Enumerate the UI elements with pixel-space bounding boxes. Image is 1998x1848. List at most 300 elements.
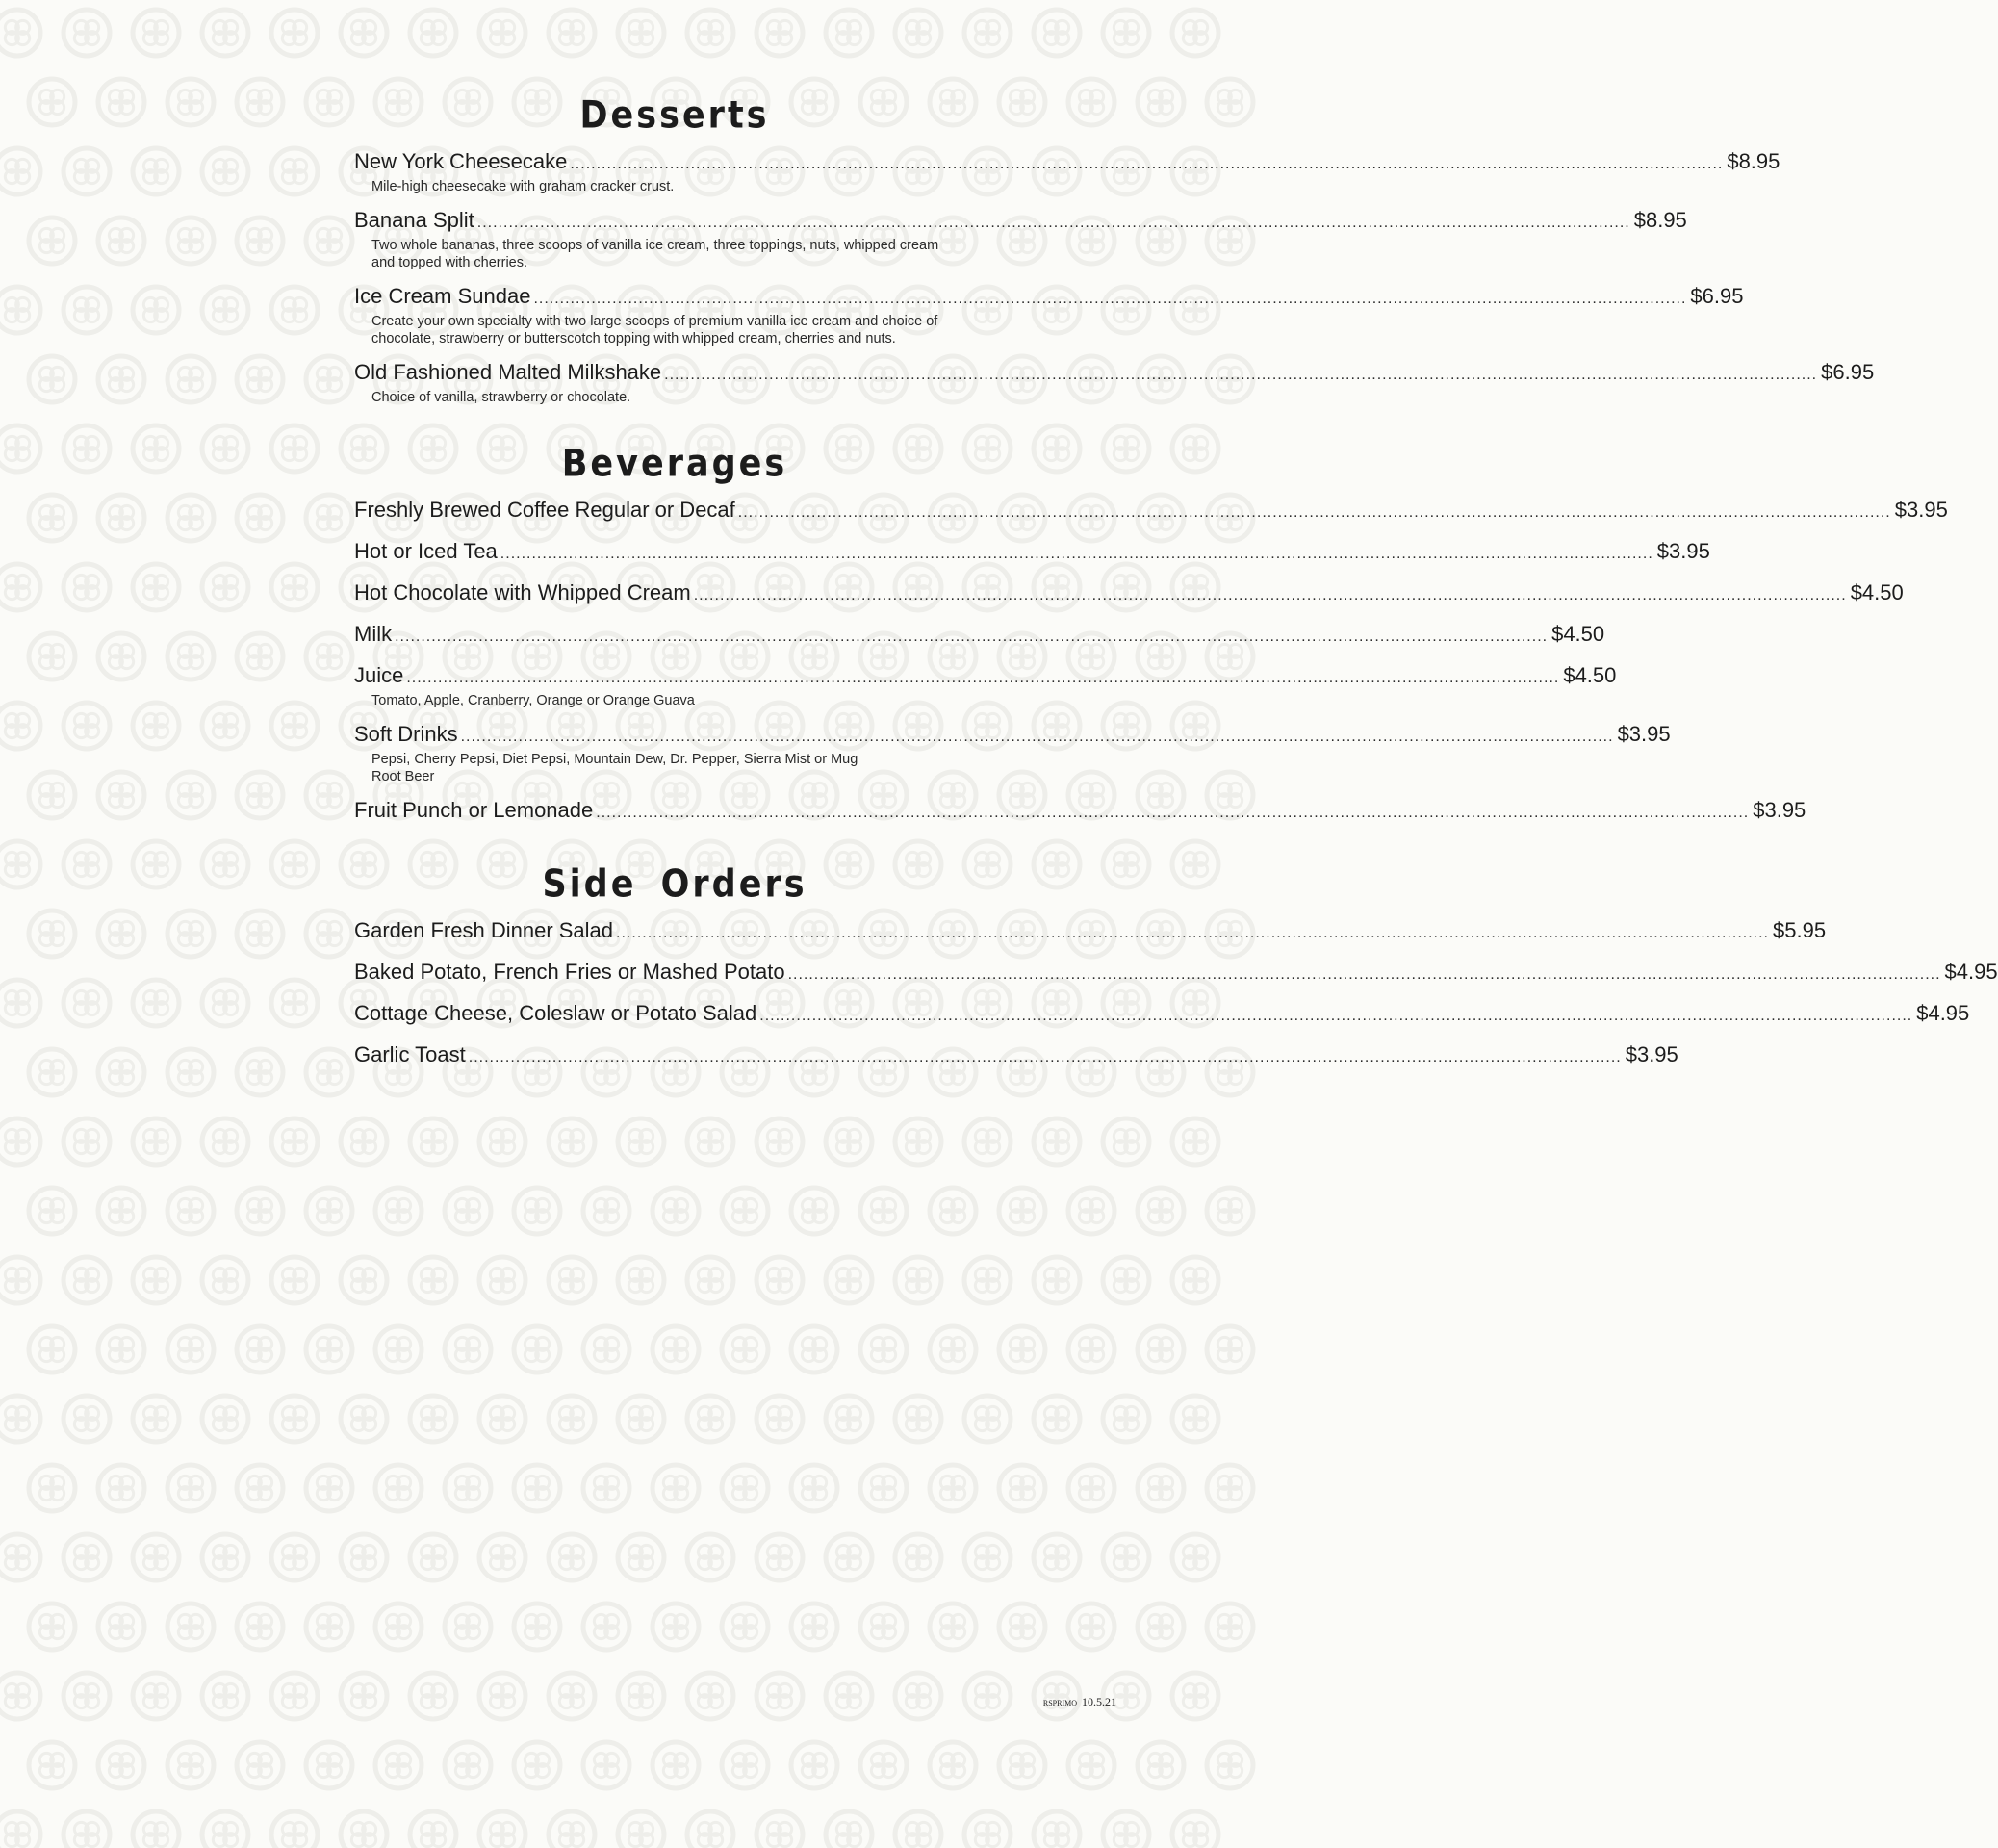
pattern-motif xyxy=(306,772,352,818)
pattern-motif xyxy=(1068,1326,1114,1373)
dot-leader: ............................................................................................................................................................................................................................ xyxy=(476,215,1630,231)
pattern-motif xyxy=(826,1673,872,1719)
pattern-motif xyxy=(653,1465,699,1511)
item-price: $6.95 xyxy=(1821,360,1875,384)
pattern-motif xyxy=(306,1465,352,1511)
pattern-motif xyxy=(64,841,110,887)
pattern-motif xyxy=(445,1604,491,1650)
item-description: Pepsi, Cherry Pepsi, Diet Pepsi, Mountain Dew, Dr. Pepper, Sierra Mist or Mug Root Beer xyxy=(371,752,858,784)
pattern-motif xyxy=(98,1188,144,1234)
pattern-motif xyxy=(445,1188,491,1234)
pattern-motif xyxy=(1138,1326,1184,1373)
pattern-motif xyxy=(1138,79,1184,125)
pattern-motif xyxy=(687,1257,733,1303)
pattern-motif xyxy=(549,1118,595,1165)
pattern-motif xyxy=(64,425,110,472)
pattern-motif xyxy=(618,1673,664,1719)
pattern-motif xyxy=(202,10,248,56)
pattern-motif xyxy=(549,1673,595,1719)
item-description: Tomato, Apple, Cranberry, Orange or Orange Guava xyxy=(371,693,695,708)
pattern-motif xyxy=(133,1396,179,1442)
item-price: $5.95 xyxy=(1773,918,1827,942)
item-name: Soft Drinks xyxy=(354,722,458,746)
menu-item xyxy=(354,917,1827,947)
item-description: Create your own specialty with two large scoops of premium vanilla ice cream and choice of chocolate, strawberry or butterscotch topping with whipped cream, cherries and nuts. xyxy=(371,314,938,346)
pattern-motif xyxy=(167,218,214,264)
section-desserts xyxy=(354,92,1875,406)
dot-leader: ............................................................................................................................................................................................................................ xyxy=(395,629,1549,645)
pattern-motif xyxy=(306,1604,352,1650)
pattern-motif xyxy=(375,1465,422,1511)
pattern-motif xyxy=(202,1118,248,1165)
pattern-motif xyxy=(549,10,595,56)
pattern-motif xyxy=(202,1534,248,1580)
pattern-motif xyxy=(1034,841,1080,887)
pattern-motif xyxy=(64,1534,110,1580)
pattern-motif xyxy=(964,1396,1011,1442)
pattern-motif xyxy=(0,425,40,472)
pattern-motif xyxy=(756,10,803,56)
pattern-motif xyxy=(618,1534,664,1580)
pattern-motif xyxy=(341,10,387,56)
pattern-motif xyxy=(687,1811,733,1848)
pattern-motif xyxy=(306,633,352,680)
pattern-motif xyxy=(687,1673,733,1719)
pattern-motif xyxy=(64,980,110,1026)
pattern-motif xyxy=(479,1673,525,1719)
pattern-motif xyxy=(895,1257,941,1303)
pattern-motif xyxy=(930,1326,976,1373)
pattern-motif xyxy=(653,1604,699,1650)
pattern-motif xyxy=(133,703,179,749)
pattern-motif xyxy=(999,79,1045,125)
pattern-motif xyxy=(826,1534,872,1580)
pattern-motif xyxy=(375,1326,422,1373)
pattern-motif xyxy=(64,1257,110,1303)
pattern-motif xyxy=(930,1465,976,1511)
pattern-motif xyxy=(29,495,75,541)
pattern-motif xyxy=(1103,1396,1149,1442)
item-price: $4.95 xyxy=(1916,1001,1970,1025)
pattern-motif xyxy=(514,1604,560,1650)
pattern-motif xyxy=(479,1396,525,1442)
pattern-motif xyxy=(306,1049,352,1095)
pattern-motif xyxy=(514,1188,560,1234)
pattern-motif xyxy=(756,1673,803,1719)
pattern-motif xyxy=(549,1811,595,1848)
pattern-motif xyxy=(167,495,214,541)
pattern-motif xyxy=(133,1673,179,1719)
pattern-motif xyxy=(1103,841,1149,887)
pattern-motif xyxy=(271,980,318,1026)
item-price: $3.95 xyxy=(1625,1042,1678,1066)
pattern-motif xyxy=(583,1188,629,1234)
pattern-motif xyxy=(133,1257,179,1303)
pattern-motif xyxy=(791,1326,837,1373)
pattern-motif xyxy=(826,1811,872,1848)
menu-item xyxy=(354,148,1780,195)
item-name: Milk xyxy=(354,622,393,646)
pattern-motif xyxy=(98,1326,144,1373)
pattern-motif xyxy=(1034,425,1080,472)
item-name: Garlic Toast xyxy=(354,1042,466,1066)
pattern-motif xyxy=(1068,1742,1114,1788)
pattern-motif xyxy=(29,1742,75,1788)
pattern-motif xyxy=(64,148,110,194)
pattern-motif xyxy=(895,1811,941,1848)
pattern-motif xyxy=(826,1396,872,1442)
pattern-motif xyxy=(202,1811,248,1848)
pattern-motif xyxy=(445,1465,491,1511)
pattern-motif xyxy=(1103,1257,1149,1303)
pattern-motif xyxy=(271,564,318,610)
pattern-motif xyxy=(98,218,144,264)
pattern-motif xyxy=(64,1396,110,1442)
pattern-motif xyxy=(271,841,318,887)
item-name: New York Cheesecake xyxy=(354,149,568,173)
pattern-motif xyxy=(167,1188,214,1234)
item-name: Old Fashioned Malted Milkshake xyxy=(354,360,662,384)
pattern-motif xyxy=(1103,1118,1149,1165)
item-description: Two whole bananas, three scoops of vanilla ice cream, three toppings, nuts, whipped cream and topped with cherries. xyxy=(371,238,939,270)
pattern-motif xyxy=(98,772,144,818)
menu-item xyxy=(354,1000,1970,1030)
pattern-motif xyxy=(1172,1811,1218,1848)
pattern-motif xyxy=(514,1465,560,1511)
pattern-motif xyxy=(583,1465,629,1511)
item-description: Mile-high cheesecake with graham cracker crust. xyxy=(371,179,675,194)
pattern-motif xyxy=(964,1811,1011,1848)
pattern-motif xyxy=(479,1811,525,1848)
pattern-motif xyxy=(964,10,1011,56)
pattern-motif xyxy=(1138,1465,1184,1511)
item-price: $4.50 xyxy=(1850,580,1904,604)
pattern-motif xyxy=(826,10,872,56)
pattern-motif xyxy=(341,1534,387,1580)
pattern-motif xyxy=(1138,1188,1184,1234)
pattern-motif xyxy=(1207,1742,1253,1788)
pattern-motif xyxy=(583,1604,629,1650)
pattern-motif xyxy=(271,287,318,333)
pattern-motif xyxy=(202,425,248,472)
pattern-motif xyxy=(1034,1118,1080,1165)
pattern-motif xyxy=(722,1742,768,1788)
menu-item xyxy=(354,207,1687,271)
pattern-motif xyxy=(687,10,733,56)
dot-leader: ............................................................................................................................................................................................................................ xyxy=(596,805,1750,821)
pattern-motif xyxy=(756,1396,803,1442)
pattern-motif xyxy=(306,356,352,402)
pattern-motif xyxy=(1172,425,1218,472)
pattern-motif xyxy=(826,1118,872,1165)
menu-item xyxy=(354,797,1806,827)
pattern-motif xyxy=(202,1396,248,1442)
pattern-motif xyxy=(1207,1465,1253,1511)
pattern-motif xyxy=(29,218,75,264)
pattern-motif xyxy=(306,1742,352,1788)
pattern-motif xyxy=(98,356,144,402)
menu-item xyxy=(354,579,1904,609)
pattern-motif xyxy=(29,772,75,818)
item-price: $4.50 xyxy=(1563,663,1617,687)
pattern-motif xyxy=(237,218,283,264)
pattern-motif xyxy=(133,287,179,333)
pattern-motif xyxy=(930,1742,976,1788)
pattern-motif xyxy=(1207,79,1253,125)
pattern-motif xyxy=(1068,1465,1114,1511)
pattern-motif xyxy=(1172,1673,1218,1719)
menu-page xyxy=(354,92,1998,1106)
pattern-motif xyxy=(791,1742,837,1788)
pattern-motif xyxy=(98,911,144,957)
pattern-motif xyxy=(133,1534,179,1580)
pattern-motif xyxy=(410,1534,456,1580)
pattern-motif xyxy=(64,1118,110,1165)
item-name: Ice Cream Sundae xyxy=(354,284,531,308)
pattern-motif xyxy=(237,1742,283,1788)
pattern-motif xyxy=(341,1673,387,1719)
dot-leader: ............................................................................................................................................................................................................................ xyxy=(406,670,1560,686)
pattern-motif xyxy=(860,1604,907,1650)
pattern-motif xyxy=(167,1326,214,1373)
pattern-motif xyxy=(860,1188,907,1234)
pattern-motif xyxy=(1172,841,1218,887)
pattern-motif xyxy=(271,1534,318,1580)
pattern-motif xyxy=(1103,1811,1149,1848)
item-name: Baked Potato, French Fries or Mashed Potato xyxy=(354,960,785,984)
pattern-motif xyxy=(895,1118,941,1165)
pattern-motif xyxy=(167,633,214,680)
pattern-motif xyxy=(895,1396,941,1442)
item-name: Garden Fresh Dinner Salad xyxy=(354,918,614,942)
pattern-motif xyxy=(0,148,40,194)
pattern-motif xyxy=(341,1811,387,1848)
pattern-motif xyxy=(860,1465,907,1511)
pattern-motif xyxy=(1068,79,1114,125)
pattern-motif xyxy=(999,1188,1045,1234)
dot-leader: ............................................................................................................................................................................................................................ xyxy=(787,966,1941,983)
pattern-motif xyxy=(791,1604,837,1650)
pattern-motif xyxy=(29,356,75,402)
menu-item xyxy=(354,283,1744,347)
dot-leader: ............................................................................................................................................................................................................................ xyxy=(468,1049,1622,1065)
pattern-motif xyxy=(29,79,75,125)
pattern-motif xyxy=(375,1188,422,1234)
pattern-motif xyxy=(1207,1604,1253,1650)
pattern-motif xyxy=(410,1396,456,1442)
pattern-motif xyxy=(618,1118,664,1165)
menu-item xyxy=(354,662,1617,709)
pattern-motif xyxy=(133,841,179,887)
pattern-motif xyxy=(410,10,456,56)
pattern-motif xyxy=(1103,425,1149,472)
pattern-motif xyxy=(341,1257,387,1303)
pattern-motif xyxy=(964,1118,1011,1165)
pattern-motif xyxy=(895,1534,941,1580)
dot-leader: ............................................................................................................................................................................................................................ xyxy=(500,546,1653,562)
pattern-motif xyxy=(895,1673,941,1719)
pattern-motif xyxy=(826,1257,872,1303)
pattern-motif xyxy=(167,1465,214,1511)
pattern-motif xyxy=(1138,1742,1184,1788)
pattern-motif xyxy=(29,633,75,680)
pattern-motif xyxy=(237,1465,283,1511)
pattern-motif xyxy=(167,772,214,818)
pattern-motif xyxy=(999,1465,1045,1511)
item-price: $3.95 xyxy=(1656,539,1710,563)
pattern-motif xyxy=(687,1534,733,1580)
pattern-motif xyxy=(514,1326,560,1373)
pattern-motif xyxy=(133,980,179,1026)
pattern-motif xyxy=(653,1326,699,1373)
dot-leader: ............................................................................................................................................................................................................................ xyxy=(759,1008,1913,1024)
section-beverages xyxy=(354,441,1948,827)
pattern-motif xyxy=(98,1742,144,1788)
print-code-label: RSPRIMO xyxy=(1042,1699,1077,1707)
pattern-motif xyxy=(1034,1257,1080,1303)
pattern-motif xyxy=(549,1257,595,1303)
pattern-motif xyxy=(583,1742,629,1788)
dot-leader: ............................................................................................................................................................................................................................ xyxy=(460,729,1614,745)
pattern-motif xyxy=(306,79,352,125)
pattern-motif xyxy=(98,1049,144,1095)
menu-item xyxy=(354,959,1998,988)
menu-item xyxy=(354,497,1948,526)
print-date: 10.5.21 xyxy=(1082,1695,1116,1708)
pattern-motif xyxy=(930,1188,976,1234)
pattern-motif xyxy=(1068,1188,1114,1234)
pattern-motif xyxy=(618,1257,664,1303)
item-name: Hot Chocolate with Whipped Cream xyxy=(354,580,691,604)
pattern-motif xyxy=(271,1396,318,1442)
pattern-motif xyxy=(999,1742,1045,1788)
pattern-motif xyxy=(167,1604,214,1650)
pattern-motif xyxy=(1207,1326,1253,1373)
pattern-motif xyxy=(98,1465,144,1511)
pattern-motif xyxy=(202,287,248,333)
pattern-motif xyxy=(479,1118,525,1165)
item-price: $3.95 xyxy=(1894,498,1948,522)
dot-leader: ............................................................................................................................................................................................................................ xyxy=(737,504,1891,521)
pattern-motif xyxy=(0,1257,40,1303)
pattern-motif xyxy=(29,1465,75,1511)
pattern-motif xyxy=(306,218,352,264)
item-price: $3.95 xyxy=(1617,722,1671,746)
pattern-motif xyxy=(999,1326,1045,1373)
pattern-motif xyxy=(133,10,179,56)
pattern-motif xyxy=(237,356,283,402)
pattern-motif xyxy=(237,79,283,125)
pattern-motif xyxy=(410,1118,456,1165)
pattern-motif xyxy=(445,1326,491,1373)
pattern-motif xyxy=(1034,10,1080,56)
pattern-motif xyxy=(722,1604,768,1650)
item-name: Banana Split xyxy=(354,208,474,232)
pattern-motif xyxy=(271,1118,318,1165)
item-price: $3.95 xyxy=(1753,798,1806,822)
pattern-motif xyxy=(653,1188,699,1234)
pattern-motif xyxy=(29,1188,75,1234)
pattern-motif xyxy=(29,911,75,957)
item-price: $8.95 xyxy=(1727,149,1780,173)
menu-item xyxy=(354,1041,1678,1071)
menu-item xyxy=(354,359,1875,406)
pattern-motif xyxy=(964,1257,1011,1303)
pattern-motif xyxy=(271,10,318,56)
pattern-motif xyxy=(202,148,248,194)
pattern-motif xyxy=(618,1396,664,1442)
pattern-motif xyxy=(791,1465,837,1511)
pattern-motif xyxy=(860,1742,907,1788)
dot-leader: ............................................................................................................................................................................................................................ xyxy=(533,291,1687,307)
pattern-motif xyxy=(756,1118,803,1165)
pattern-motif xyxy=(64,10,110,56)
pattern-motif xyxy=(618,1811,664,1848)
pattern-motif xyxy=(687,1396,733,1442)
pattern-motif xyxy=(98,633,144,680)
section-title: Beverages xyxy=(561,442,788,486)
pattern-motif xyxy=(1172,1257,1218,1303)
pattern-motif xyxy=(964,1534,1011,1580)
pattern-motif xyxy=(0,1811,40,1848)
pattern-motif xyxy=(271,148,318,194)
pattern-motif xyxy=(0,841,40,887)
pattern-motif xyxy=(237,1326,283,1373)
pattern-motif xyxy=(202,841,248,887)
pattern-motif xyxy=(964,1673,1011,1719)
pattern-motif xyxy=(271,1673,318,1719)
pattern-motif xyxy=(271,703,318,749)
pattern-motif xyxy=(410,1811,456,1848)
item-name: Juice xyxy=(354,663,404,687)
pattern-motif xyxy=(237,1188,283,1234)
pattern-motif xyxy=(1034,1811,1080,1848)
pattern-motif xyxy=(29,1326,75,1373)
item-name: Freshly Brewed Coffee Regular or Decaf xyxy=(354,498,735,522)
pattern-motif xyxy=(1034,1396,1080,1442)
item-price: $6.95 xyxy=(1690,284,1744,308)
pattern-motif xyxy=(1103,1534,1149,1580)
pattern-motif xyxy=(202,1673,248,1719)
pattern-motif xyxy=(64,703,110,749)
dot-leader: ............................................................................................................................................................................................................................ xyxy=(616,925,1769,941)
pattern-motif xyxy=(167,356,214,402)
pattern-motif xyxy=(618,10,664,56)
pattern-motif xyxy=(237,1049,283,1095)
pattern-motif xyxy=(549,1534,595,1580)
pattern-motif xyxy=(133,1118,179,1165)
pattern-motif xyxy=(1172,1534,1218,1580)
pattern-motif xyxy=(98,1604,144,1650)
pattern-motif xyxy=(306,1326,352,1373)
pattern-motif xyxy=(1034,1534,1080,1580)
pattern-motif xyxy=(722,1326,768,1373)
dot-leader: ............................................................................................................................................................................................................................ xyxy=(570,156,1724,172)
pattern-motif xyxy=(410,1257,456,1303)
pattern-motif xyxy=(410,1673,456,1719)
pattern-motif xyxy=(271,425,318,472)
pattern-motif xyxy=(0,980,40,1026)
item-name: Hot or Iced Tea xyxy=(354,539,498,563)
menu-item xyxy=(354,621,1605,651)
pattern-motif xyxy=(549,1396,595,1442)
pattern-motif xyxy=(0,703,40,749)
item-price: $4.50 xyxy=(1551,622,1605,646)
pattern-motif xyxy=(98,79,144,125)
pattern-motif xyxy=(583,1326,629,1373)
pattern-motif xyxy=(1207,1188,1253,1234)
pattern-motif xyxy=(653,1742,699,1788)
